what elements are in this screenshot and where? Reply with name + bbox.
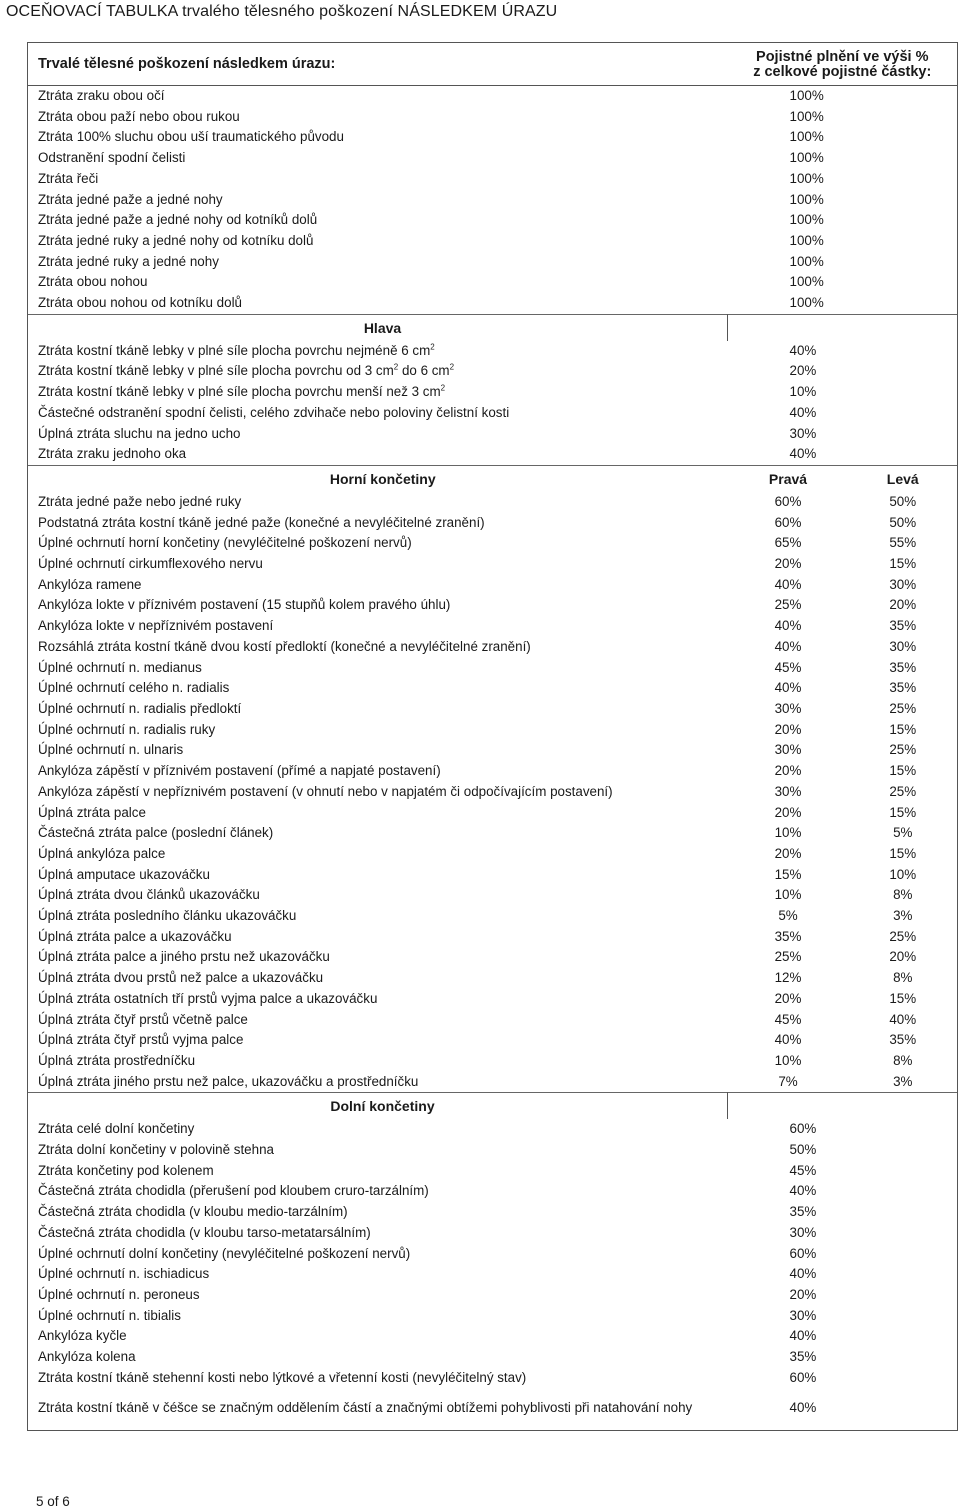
table-row	[28, 865, 958, 886]
benefit-percent: 100%	[728, 86, 958, 107]
injury-label: Úplná ztráta posledního článku ukazováčku	[28, 906, 728, 927]
injury-label: Ztráta zraku obou očí	[38, 88, 165, 103]
benefit-right: 60%	[774, 514, 802, 530]
benefit-left: 55%	[849, 533, 958, 554]
table-row	[28, 231, 958, 252]
injury-label: Ztráta kostní tkáně lebky v plné síle plocha povrchu od 3 cm	[38, 363, 394, 379]
table-row	[28, 885, 958, 906]
injury-description	[28, 444, 728, 465]
benefit-percent: 30%	[728, 1223, 958, 1244]
table-row	[28, 382, 958, 403]
benefit-left: 25%	[849, 740, 958, 761]
benefit-percent: 40%	[728, 1264, 958, 1285]
table-row	[28, 968, 958, 989]
benefit-percent: 40%	[728, 403, 958, 424]
injury-label: Úplná ztráta jiného prstu než palce, ukazováčku a prostředníčku	[28, 1072, 728, 1093]
injury-description	[28, 1140, 728, 1161]
benefit-left: 15%	[849, 803, 958, 824]
injury-label: Ztráta obou nohou	[38, 274, 148, 290]
section-header-row	[28, 1093, 958, 1120]
table-row	[28, 403, 958, 424]
bottom-cell	[849, 1426, 958, 1431]
injury-label: Ztráta zraku jednoho oka	[38, 446, 187, 462]
bottom-cell	[728, 1426, 849, 1431]
benefit-percent: 100%	[728, 190, 958, 211]
benefit-left: 50%	[849, 492, 958, 513]
table-row	[28, 699, 958, 720]
table-row	[28, 678, 958, 699]
benefit-right: 30%	[774, 742, 802, 758]
injury-label: Úplné ochrnutí celého n. radialis	[28, 678, 728, 699]
injury-label: Částečné odstranění spodní čelisti, celého zdvihače nebo poloviny čelistní kosti	[38, 404, 510, 420]
superscript: 2	[393, 362, 399, 372]
injury-label: Částečná ztráta chodidla (v kloubu tarso-metatarsálním)	[38, 1224, 371, 1240]
section-header-row	[28, 465, 958, 492]
injury-label: Ztráta obou paží nebo obou rukou	[38, 108, 240, 124]
table-row	[28, 1119, 958, 1140]
injury-description	[28, 1368, 728, 1389]
injury-label: Úplná ztráta palce a jiného prstu než ukazováčku	[28, 947, 728, 968]
benefit-right: 40%	[774, 638, 802, 654]
injury-label: Ztráta jedné paže a jedné nohy	[38, 191, 223, 207]
benefit-right: 20%	[774, 845, 802, 861]
table-row	[28, 1010, 958, 1031]
table-row	[28, 127, 958, 148]
injury-label: Ztráta obou nohou od kotníku dolů	[38, 295, 242, 311]
benefit-left: 15%	[849, 989, 958, 1010]
benefit-left: 25%	[849, 782, 958, 803]
table-row	[28, 492, 958, 513]
injury-label: Rozsáhlá ztráta kostní tkáně dvou kostí předloktí (konečné a nevyléčitelné zranění)	[28, 637, 728, 658]
injury-label: Úplná ztráta ostatních tří prstů vyjma palce a ukazováčku	[28, 989, 728, 1010]
injury-label: Částečná ztráta chodidla (v kloubu medio-tarzálním)	[38, 1204, 348, 1220]
injury-description	[28, 252, 728, 273]
injury-label: Úplné ochrnutí n. ulnaris	[28, 740, 728, 761]
header-injury-label: Trvalé tělesné poškození následkem úrazu:	[28, 43, 728, 86]
benefit-left: 5%	[849, 823, 958, 844]
table-row	[28, 1140, 958, 1161]
injury-description	[28, 127, 728, 148]
benefit-percent: 50%	[728, 1140, 958, 1161]
injury-description	[28, 272, 728, 293]
table-row	[28, 1030, 958, 1051]
section-header-row	[28, 314, 958, 341]
table-row	[28, 1244, 958, 1265]
injury-label: Úplné ochrnutí cirkumflexového nervu	[28, 554, 728, 575]
table-row	[28, 554, 958, 575]
table-row	[28, 1388, 958, 1426]
table-row	[28, 272, 958, 293]
page-number: 5 of 6	[36, 1494, 70, 1509]
injury-label: Úplná ztráta dvou prstů než palce a ukazováčku	[28, 968, 728, 989]
injury-label: Úplná ztráta sluchu na jedno ucho	[38, 425, 241, 441]
table-row	[28, 1161, 958, 1182]
injury-description	[28, 169, 728, 190]
injury-description	[28, 1285, 728, 1306]
benefit-percent: 100%	[728, 272, 958, 293]
injury-description	[28, 1202, 728, 1223]
injury-label: Úplná ztráta dvou článků ukazováčku	[28, 885, 728, 906]
benefit-right: 20%	[774, 804, 802, 820]
table-row	[28, 1347, 958, 1368]
benefit-percent: 20%	[728, 361, 958, 382]
table-row	[28, 361, 958, 382]
table-row	[28, 1202, 958, 1223]
injury-description	[28, 293, 728, 314]
benefit-percent: 40%	[728, 1388, 958, 1426]
injury-label: Ztráta dolní končetiny v polovině stehna	[38, 1142, 274, 1158]
benefit-percent: 45%	[728, 1161, 958, 1182]
benefit-right: 10%	[774, 887, 802, 903]
benefit-right: 65%	[774, 535, 802, 551]
injury-label: Ztráta celé dolní končetiny	[38, 1121, 195, 1137]
table-row	[28, 293, 958, 314]
benefit-right: 40%	[774, 576, 802, 592]
table-row	[28, 341, 958, 362]
injury-label: Ztráta jedné ruky a jedné nohy	[38, 253, 219, 269]
injury-label: Úplná ztráta palce	[28, 803, 728, 824]
benefit-left: 20%	[849, 947, 958, 968]
table-row	[28, 906, 958, 927]
table-row	[28, 740, 958, 761]
injury-label: Ankylóza kolena	[38, 1349, 136, 1365]
table-row	[28, 1181, 958, 1202]
benefit-left: 8%	[849, 885, 958, 906]
injury-label: Úplná ztráta prostředníčku	[28, 1051, 728, 1072]
rating-table	[27, 42, 958, 1431]
benefit-left: 3%	[849, 1072, 958, 1093]
table-row	[28, 844, 958, 865]
benefit-right: 30%	[774, 700, 802, 716]
section-title: Hlava	[28, 314, 728, 341]
benefit-right: 20%	[774, 990, 802, 1006]
benefit-percent: 30%	[728, 424, 958, 445]
injury-description	[28, 1264, 728, 1285]
benefit-percent: 60%	[728, 1368, 958, 1389]
benefit-percent: 100%	[728, 210, 958, 231]
benefit-percent: 40%	[728, 1326, 958, 1347]
benefit-left: 8%	[849, 1051, 958, 1072]
section-title: Dolní končetiny	[28, 1093, 728, 1120]
benefit-right: 25%	[774, 949, 802, 965]
table-row	[28, 513, 958, 534]
benefit-left: 35%	[849, 678, 958, 699]
benefit-left: 25%	[849, 927, 958, 948]
table-row	[28, 190, 958, 211]
benefit-percent: 60%	[728, 1119, 958, 1140]
injury-label: Ankylóza zápěstí v nepříznivém postavení (v ohnutí nebo v napjatém či odpočívajícím postavení)	[28, 782, 728, 803]
benefit-percent: 10%	[728, 382, 958, 403]
injury-description	[28, 1223, 728, 1244]
benefit-left: 20%	[849, 595, 958, 616]
column-right-side: Pravá	[768, 470, 808, 487]
injury-label: Ztráta jedné ruky a jedné nohy od kotníku dolů	[38, 232, 314, 248]
table-row	[28, 575, 958, 596]
superscript: 2	[430, 342, 435, 352]
table-row	[28, 107, 958, 128]
benefit-percent: 40%	[728, 1181, 958, 1202]
injury-label: Úplné ochrnutí n. ischiadicus	[38, 1266, 210, 1282]
injury-description	[28, 1347, 728, 1368]
superscript: 2	[440, 383, 446, 393]
injury-label: Ztráta 100% sluchu obou uší traumatického původu	[38, 129, 344, 145]
table-row	[28, 210, 958, 231]
superscript: 2	[449, 362, 455, 372]
injury-description	[28, 231, 728, 252]
benefit-right: 20%	[774, 556, 802, 572]
benefit-right: 10%	[774, 1052, 802, 1068]
injury-description	[28, 107, 728, 128]
table-header-row	[28, 43, 958, 86]
injury-rating-table	[27, 42, 957, 1431]
injury-label: Úplné ochrnutí dolní končetiny (nevyléčitelné poškození nervů)	[38, 1245, 411, 1261]
injury-label: Úplná ztráta čtyř prstů vyjma palce	[28, 1030, 728, 1051]
benefit-left: 15%	[849, 720, 958, 741]
table-row	[28, 1306, 958, 1327]
injury-label: Ztráta kostní tkáně lebky v plné síle plocha povrchu nejméně 6 cm	[38, 342, 431, 358]
injury-description	[28, 86, 728, 107]
injury-description	[28, 190, 728, 211]
benefit-right: 25%	[774, 597, 802, 613]
table-row	[28, 533, 958, 554]
table-row	[28, 595, 958, 616]
injury-label: Částečná ztráta palce (poslední článek)	[28, 823, 728, 844]
benefit-right: 60%	[774, 493, 802, 509]
injury-label: Ztráta končetiny pod kolenem	[38, 1162, 214, 1178]
injury-description	[28, 424, 728, 445]
injury-label: Ankylóza ramene	[28, 575, 728, 596]
injury-label: Podstatná ztráta kostní tkáně jedné paže (konečné a nevyléčitelné zranění)	[28, 513, 728, 534]
injury-description	[28, 1161, 728, 1182]
column-left-side: Levá	[849, 465, 958, 492]
benefit-left: 15%	[849, 554, 958, 575]
benefit-right: 40%	[774, 680, 802, 696]
benefit-left: 8%	[849, 968, 958, 989]
benefit-left: 3%	[849, 906, 958, 927]
table-row	[28, 989, 958, 1010]
section-title: Horní končetiny	[28, 465, 728, 492]
benefit-left: 40%	[849, 1010, 958, 1031]
table-row	[28, 658, 958, 679]
benefit-percent: 20%	[728, 1285, 958, 1306]
bottom-cell	[28, 1426, 728, 1431]
injury-description	[28, 1326, 728, 1347]
benefit-percent: 40%	[728, 444, 958, 465]
benefit-left: 10%	[849, 865, 958, 886]
benefit-percent: 100%	[728, 169, 958, 190]
document-title: OCEŇOVACÍ TABULKA trvalého tělesného poškození NÁSLEDKEM ÚRAZU	[6, 3, 558, 20]
benefit-right: 40%	[774, 1032, 802, 1048]
benefit-right: 20%	[774, 721, 802, 737]
benefit-percent: 100%	[728, 252, 958, 273]
table-row	[28, 803, 958, 824]
injury-description	[28, 1306, 728, 1327]
benefit-right: 30%	[774, 783, 802, 799]
injury-label: Ztráta kostní tkáně lebky v plné síle plocha povrchu menší než 3 cm	[38, 384, 441, 400]
table-row	[28, 1285, 958, 1306]
table-row	[28, 927, 958, 948]
benefit-right: 45%	[774, 659, 802, 675]
injury-label: Odstranění spodní čelisti	[38, 150, 186, 166]
injury-label: Úplná ztráta čtyř prstů včetně palce	[28, 1010, 728, 1031]
injury-label: Ankylóza zápěstí v příznivém postavení (přímé a napjaté postavení)	[28, 761, 728, 782]
benefit-left: 30%	[849, 575, 958, 596]
injury-label: Úplné ochrnutí n. radialis předloktí	[28, 699, 728, 720]
table-row	[28, 1051, 958, 1072]
injury-label: Ztráta kostní tkáně v čéšce se značným oddělením částí a značnými obtížemi pohyblivosti při natahování nohy	[28, 1388, 728, 1426]
benefit-left: 15%	[849, 761, 958, 782]
injury-label: Úplné ochrnutí n. radialis ruky	[28, 720, 728, 741]
benefit-left: 35%	[849, 616, 958, 637]
benefit-right: 5%	[778, 908, 798, 924]
benefit-right: 10%	[774, 825, 802, 841]
injury-label: Částečná ztráta chodidla (přerušení pod kloubem cruro-tarzálním)	[38, 1183, 429, 1199]
injury-label: Ankylóza kyčle	[38, 1328, 127, 1344]
benefit-right: 45%	[774, 1011, 802, 1027]
injury-label: Ankylóza lokte v příznivém postavení (15 stupňů kolem pravého úhlu)	[28, 595, 728, 616]
table-row	[28, 169, 958, 190]
benefit-right: 35%	[774, 928, 802, 944]
benefit-left: 25%	[849, 699, 958, 720]
injury-description	[28, 361, 728, 382]
table-row	[28, 1072, 958, 1093]
injury-description	[28, 210, 728, 231]
injury-label: Ztráta jedné paže a jedné nohy od kotníků dolů	[38, 212, 318, 228]
table-row	[28, 637, 958, 658]
injury-description	[28, 1181, 728, 1202]
table-row	[28, 616, 958, 637]
header-benefit-line2: z celkové pojistné částky:	[753, 64, 932, 80]
header-benefit-line1: Pojistné plnění ve výši %	[756, 49, 929, 65]
injury-label: Úplné ochrnutí n. peroneus	[38, 1286, 200, 1302]
injury-label: Úplné ochrnutí horní končetiny (nevyléčitelné poškození nervů)	[28, 533, 728, 554]
benefit-percent: 35%	[728, 1202, 958, 1223]
injury-label: Úplné ochrnutí n. medianus	[28, 658, 728, 679]
benefit-percent: 35%	[728, 1347, 958, 1368]
injury-label: Ztráta kostní tkáně stehenní kosti nebo lýtkové a vřetenní kosti (nevyléčitelný stav)	[38, 1369, 527, 1385]
benefit-percent: 60%	[728, 1244, 958, 1265]
benefit-percent: 100%	[728, 148, 958, 169]
benefit-left: 15%	[849, 844, 958, 865]
injury-label: Ztráta řeči	[38, 170, 99, 186]
injury-label: Ankylóza lokte v nepříznivém postavení	[28, 616, 728, 637]
benefit-left: 30%	[849, 637, 958, 658]
table-row	[28, 1368, 958, 1389]
table-row	[28, 86, 958, 107]
injury-label-tail: do 6 cm	[398, 363, 450, 379]
injury-label: Úplná amputace ukazováčku	[28, 865, 728, 886]
benefit-percent: 100%	[728, 231, 958, 252]
injury-description	[28, 1119, 728, 1140]
benefit-percent: 40%	[728, 341, 958, 362]
injury-label: Úplné ochrnutí n. tibialis	[38, 1307, 181, 1323]
table-row	[28, 947, 958, 968]
table-row	[28, 424, 958, 445]
benefit-right: 7%	[778, 1073, 798, 1089]
benefit-left: 50%	[849, 513, 958, 534]
header-benefit-label	[728, 43, 958, 86]
benefit-percent: 30%	[728, 1306, 958, 1327]
table-row	[28, 782, 958, 803]
table-row	[28, 761, 958, 782]
injury-description	[28, 148, 728, 169]
injury-label: Úplná ankylóza palce	[28, 844, 728, 865]
table-row	[28, 1264, 958, 1285]
table-row	[28, 1326, 958, 1347]
table-row	[28, 444, 958, 465]
benefit-right: 15%	[774, 866, 802, 882]
table-row	[28, 1223, 958, 1244]
table-row	[28, 823, 958, 844]
injury-description	[28, 341, 728, 362]
table-row	[28, 148, 958, 169]
benefit-percent: 100%	[728, 107, 958, 128]
injury-label: Úplná ztráta palce a ukazováčku	[28, 927, 728, 948]
injury-description	[28, 403, 728, 424]
benefit-percent: 100%	[728, 293, 958, 314]
benefit-left: 35%	[849, 1030, 958, 1051]
section-empty-cell	[728, 314, 958, 341]
section-empty-cell	[728, 1093, 958, 1120]
table-bottom-border	[28, 1426, 958, 1431]
benefit-right: 12%	[774, 970, 802, 986]
benefit-right: 20%	[774, 763, 802, 779]
benefit-percent: 100%	[728, 127, 958, 148]
injury-description	[28, 382, 728, 403]
table-row	[28, 720, 958, 741]
table-row	[28, 252, 958, 273]
benefit-right: 40%	[774, 618, 802, 634]
benefit-left: 35%	[849, 658, 958, 679]
injury-description	[28, 1244, 728, 1265]
injury-label: Ztráta jedné paže nebo jedné ruky	[28, 492, 728, 513]
